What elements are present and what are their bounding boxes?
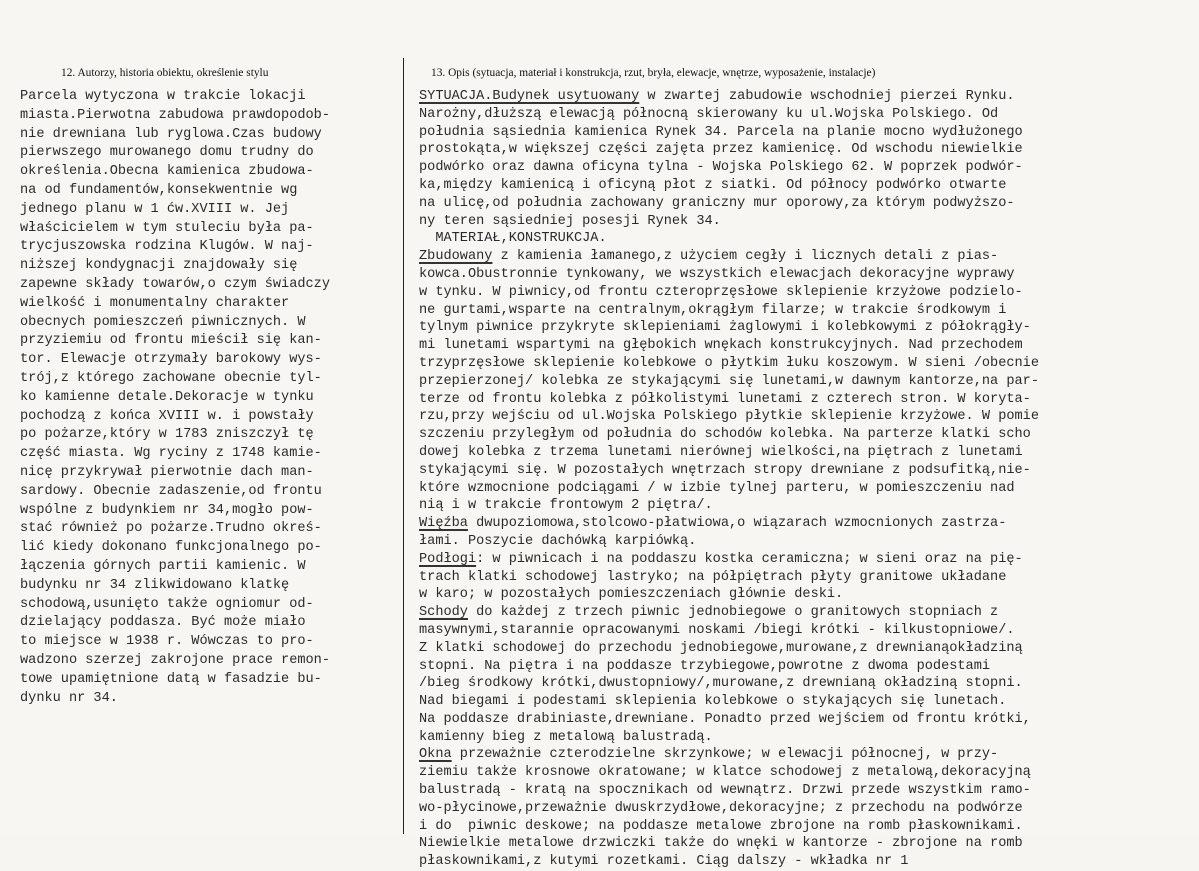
line-text: łami. Poszycie dachówką karpiówką.: [419, 533, 697, 549]
text-line: [419, 159, 1039, 177]
line-text: ne gurtami,wsparte na centralnym,okrągłym filarze; w trakcie środkowym i: [419, 302, 1007, 318]
description-text: [419, 88, 1039, 871]
text-line: na od fundamentów,konsekwentnie wg: [20, 182, 298, 198]
text-line: [419, 764, 1039, 782]
text-line: [419, 640, 1039, 658]
line-text: nią i w trakcie frontowym 2 piętra/.: [419, 498, 713, 514]
text-line: pochodzą z końca XVIII w. i powstały: [20, 408, 314, 424]
text-line: [419, 177, 1039, 195]
text-line: trój,z którego zachowane obecnie tyl-: [20, 370, 322, 386]
text-line: [419, 124, 1039, 142]
line-text: ka,między kamienicą i oficyną płot z siatki. Od północy podwórko otwarte: [419, 177, 1007, 193]
text-line: [419, 355, 1039, 373]
text-line: [419, 444, 1039, 462]
text-line: określenia.Obecna kamienica zbudowa-: [20, 164, 314, 180]
line-text: Narożny,dłuższą elewacją północną skierowany ku ul.Wojska Polskiego. Od: [419, 106, 999, 122]
text-line: sardowy. Obecnie zadaszenie,od frontu: [20, 483, 322, 499]
text-line: [419, 835, 1039, 853]
line-text: Na poddasze drabiniaste,drewniane. Ponadto przed wejściem od frontu krótki,: [419, 711, 1031, 727]
line-text: szczeniu przyległym od południa do schodów kolebka. Na parterze klatki scho: [419, 427, 1031, 443]
line-text: i do piwnic deskowe; na poddasze metalowe zbrojone na romb płaskownikami.: [419, 818, 1023, 834]
underlined-keyword: SYTUACJA.Budynek usytuowany: [419, 89, 640, 104]
line-text: wo-płycinowe,przeważnie dwuskrzydłowe,dekoracyjne; z przechodu na podwórze: [419, 800, 1023, 816]
line-text: terze od frontu kolebka z półkolistymi lunetami z czterech stron. W koryta-: [419, 391, 1031, 407]
text-line: ko kamienne detale.Dekoracje w tynku: [20, 389, 314, 405]
text-line: [419, 337, 1039, 355]
text-line: [419, 480, 1039, 498]
underlined-keyword: Zbudowany: [419, 249, 493, 265]
text-line: właścicielem w tym stuleciu była pa-: [20, 220, 314, 236]
line-text: południa sąsiednia kamienica Rynek 34. Parcela na planie mocno wydłużonego: [419, 124, 1023, 140]
line-text: Z klatki schodowej do przechodu jednobiegowe,murowane,z drewnianąokładziną: [419, 640, 1023, 656]
text-line: [419, 266, 1039, 284]
text-line: [419, 800, 1039, 818]
underlined-keyword: Schody: [419, 605, 468, 621]
text-line: wielkość i monumentalny charakter: [20, 295, 290, 311]
text-line: obecnych pomieszczeń piwnicznych. W: [20, 314, 306, 330]
underlined-keyword: Podłogi: [419, 551, 477, 567]
text-line: towe upamiętnione datą w fasadzie bu-: [20, 671, 322, 687]
line-text: do każdej z trzech piwnic jednobiegowe o granitowych stopniach z: [467, 605, 999, 621]
text-line: nie drewniana lub ryglowa.Czas budowy: [20, 126, 322, 142]
text-line: [419, 818, 1039, 836]
text-line: miasta.Pierwotna zabudowa prawdopodob-: [20, 107, 330, 123]
text-line: budynku nr 34 zlikwidowano klatkę: [20, 577, 290, 593]
line-text: w tynku. W piwnicy,od frontu czteroprzęsłowe sklepienie krzyżowe podzielo-: [419, 284, 1023, 300]
line-text: : w piwnicach i na poddaszu kostka ceramiczna; w sieni oraz na pię-: [476, 551, 1023, 567]
line-text: płaskownikami,z kutymi rozetkami. Ciąg dalszy - wkładka nr 1: [419, 854, 909, 870]
text-line: [419, 551, 1039, 569]
text-line: wadzono szerzej zakrojone prace remon-: [20, 652, 330, 668]
text-line: [419, 462, 1039, 480]
text-line: [419, 515, 1039, 533]
text-line: Parcela wytyczona w trakcie lokacji: [20, 89, 306, 104]
line-text: które wzmocnione podciągami / w izbie tylnej parteru, w pomieszczeniu nad: [419, 480, 1015, 496]
line-text: ziemiu także krosnowe okratowane; w klatce schodowej z metalową,dekoracyjną: [419, 765, 1031, 781]
line-text: z kamienia łamanego,z użyciem cegły i licznych detali z pias-: [492, 249, 999, 265]
text-line: [419, 604, 1039, 622]
line-text: przeważnie czterodzielne skrzynkowe; w elewacji północnej, w przy-: [451, 747, 999, 763]
line-text: dwupoziomowa,stolcowo-płatwiowa,o wiązarach wzmocnionych zastrza-: [467, 516, 1007, 532]
line-text: trzyprzęsłowe sklepienie kolebkowe o płytkim łuku koszowym. W sieni /obecnie: [419, 355, 1039, 371]
line-text: na ulicę,od południa zachowany graniczny mur oporowy,za którym podwyższo-: [419, 195, 1015, 211]
history-text: [20, 88, 330, 708]
text-line: [419, 248, 1039, 266]
text-line: dynku nr 34.: [20, 690, 118, 706]
text-line: [419, 391, 1039, 409]
text-line: trycjuszowska rodzina Klugów. W naj-: [20, 239, 314, 255]
text-line: nicę przykrywał pierwotnie dach man-: [20, 464, 314, 480]
text-line: tor. Elewacje otrzymały barokowy wys-: [20, 352, 322, 368]
line-text: Nad biegami i podestami sklepienia kolebkowe o stykających się lunetach.: [419, 694, 1007, 710]
text-line: [419, 195, 1039, 213]
text-line: [419, 373, 1039, 391]
text-line: [419, 426, 1039, 444]
text-line: [419, 693, 1039, 711]
line-text: kowca.Obustronnie tynkowany, we wszystkich elewacjach dekoracyjne wyprawy: [419, 266, 1015, 282]
line-text: rzu,przy wejściu od ul.Wojska Polskiego płytkie sklepienie krzyżowe. W pomie: [419, 409, 1039, 425]
text-line: [419, 569, 1039, 587]
text-line: [419, 675, 1039, 693]
line-text: tylnym piwnice przykryte sklepieniami żaglowymi i kolebkowymi z półokrągły-: [419, 320, 1031, 336]
section-13-heading: 13. Opis (sytuacja, materiał i konstrukcja, rzut, bryła, elewacje, wnętrze, wyposażenie, instalacje): [431, 67, 876, 79]
line-text: Niewielkie metalowe drzwiczki także do wnęki w kantorze - zbrojone na romb: [419, 836, 1023, 852]
text-line: zapewne składy towarów,o czym świadczy: [20, 276, 330, 292]
text-line: [419, 408, 1039, 426]
text-line: [419, 230, 1039, 248]
line-text: trach klatki schodowej lastryko; na półpiętrach płyty granitowe układane: [419, 569, 1007, 585]
line-text: stykającymi się. W pozostałych wnętrzach stropy drewniane z podsufitką,nie-: [419, 462, 1031, 478]
text-line: [419, 284, 1039, 302]
text-line: [419, 497, 1039, 515]
line-text: prostokąta,w większej części zajęta przez kamienicę. Od wschodu niewielkie: [419, 142, 1023, 158]
text-line: łączenia górnych partii kamienic. W: [20, 558, 306, 574]
section-12-heading: 12. Autorzy, historia obiektu, określenie stylu: [61, 67, 269, 79]
line-text: w karo; w pozostałych pomieszczeniach głównie deski.: [419, 587, 844, 603]
line-text: przepierzonej/ kolebka ze stykającymi się lunetami,w dawnym kantorze,na par-: [419, 373, 1039, 389]
text-line: [419, 782, 1039, 800]
text-line: [419, 533, 1039, 551]
text-line: [419, 213, 1039, 231]
text-line: lić kiedy dokonano funkcjonalnego po-: [20, 540, 322, 556]
line-text: balustradą - kratą na spocznikach od wewnątrz. Drzwi przede wszystkim ramo-: [419, 783, 1031, 799]
text-line: [419, 746, 1039, 764]
text-line: po pożarze,który w 1783 zniszczył tę: [20, 427, 314, 443]
line-text: stopni. Na piętra i na poddasze trzybiegowe,powrotne z dwoma podestami: [419, 658, 991, 674]
text-line: [419, 302, 1039, 320]
line-text: w zwartej zabudowie wschodniej pierzei Rynku.: [639, 89, 1015, 104]
text-line: [419, 586, 1039, 604]
line-text: MATERIAŁ,KONSTRUKCJA.: [419, 231, 607, 247]
underlined-keyword: Więźba: [419, 516, 468, 532]
text-line: [419, 88, 1039, 106]
text-line: stać również po pożarze.Trudno okreś-: [20, 521, 322, 537]
underlined-keyword: Okna: [419, 747, 452, 763]
text-line: dzielający poddasza. Być może miało: [20, 615, 306, 631]
line-text: dowej kolebka z trzema lunetami nierównej wielkości,na piętrach z lunetami: [419, 444, 1023, 460]
text-line: część miasta. Wg ryciny z 1748 kamie-: [20, 446, 322, 462]
text-line: [419, 319, 1039, 337]
text-line: [419, 729, 1039, 747]
text-line: jednego planu w 1 ćw.XVIII w. Jej: [20, 201, 290, 217]
text-line: wspólne z budynkiem nr 34,mogło pow-: [20, 502, 314, 518]
text-line: [419, 106, 1039, 124]
line-text: ny teren sąsiedniej posesji Rynek 34.: [419, 213, 721, 229]
line-text: kamienny bieg z metalową balustradą.: [419, 729, 713, 745]
text-line: to miejsce w 1938 r. Wówczas to pro-: [20, 634, 314, 650]
text-line: [419, 711, 1039, 729]
text-line: niższej kondygnacji znajdowały się: [20, 258, 298, 274]
text-line: przyziemiu od frontu mieścił się kan-: [20, 333, 322, 349]
line-text: podwórko oraz dawna oficyna tylna - Wojska Polskiego 62. W poprzek podwór-: [419, 160, 1023, 176]
line-text: mi lunetami wspartymi na głębokich wnękach konstrukcyjnych. Nad przechodem: [419, 338, 1023, 354]
text-line: [419, 853, 1039, 871]
text-line: pierwszego murowanego domu trudny do: [20, 145, 314, 161]
text-line: [419, 622, 1039, 640]
column-divider: [403, 58, 404, 834]
text-line: [419, 658, 1039, 676]
text-line: schodową,usunięto także ogniomur od-: [20, 596, 314, 612]
text-line: [419, 141, 1039, 159]
line-text: masywnymi,starannie opracowanymi noskami /biegi krótki - kilkustopniowe/.: [419, 622, 1015, 638]
line-text: /bieg środkowy krótki,dwustopniowy/,murowane,z drewnianą okładziną stopni.: [419, 676, 1023, 692]
